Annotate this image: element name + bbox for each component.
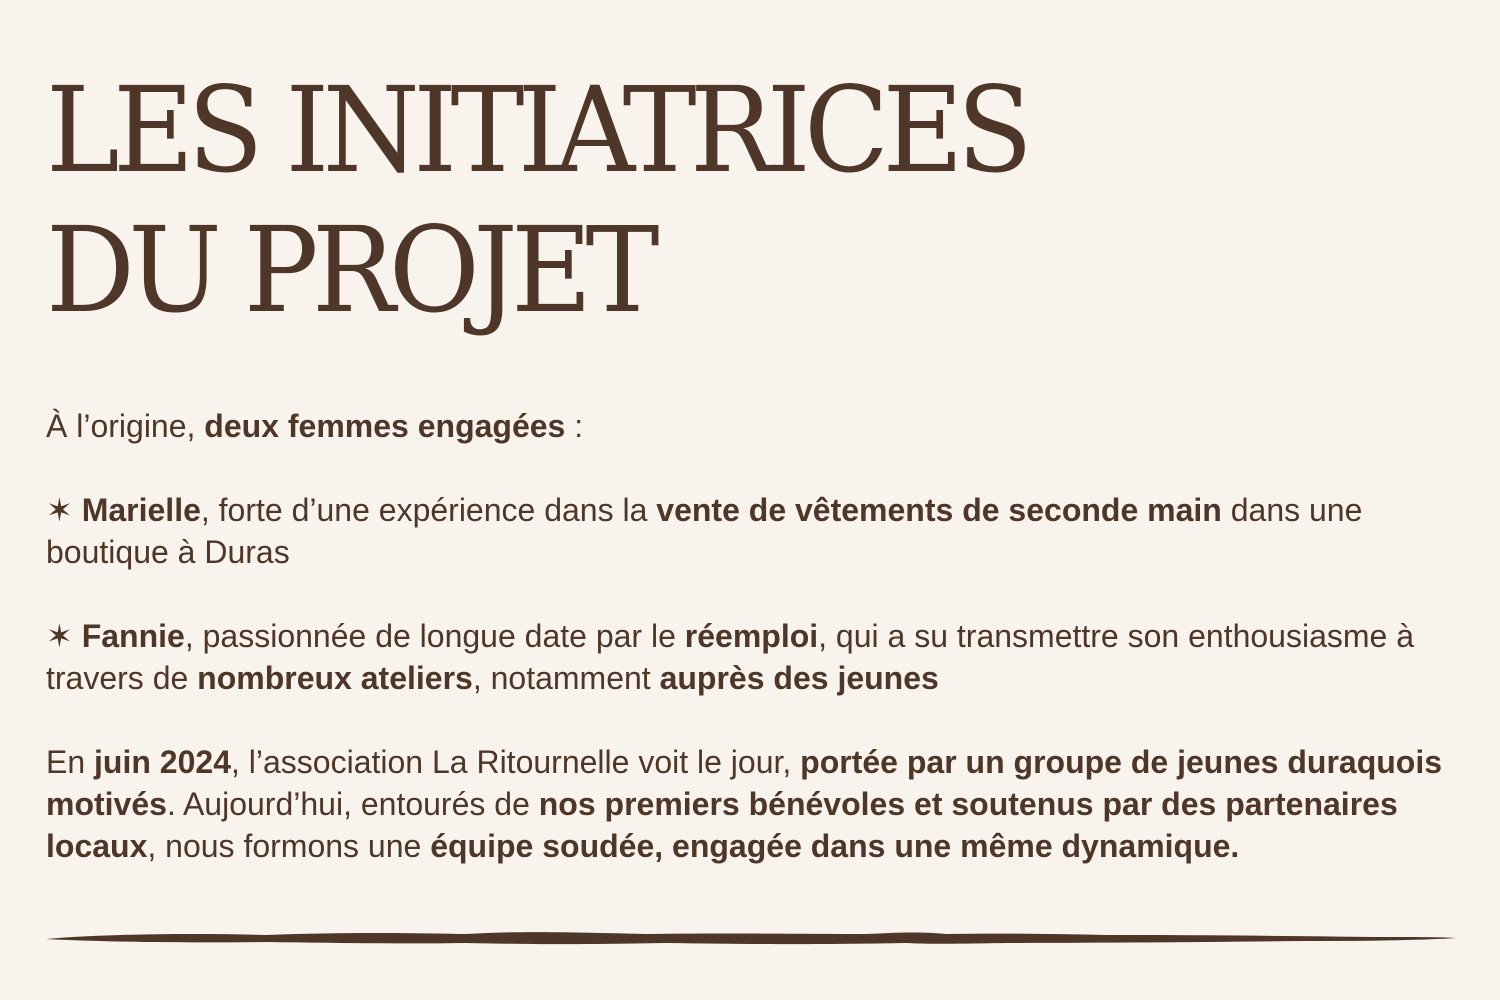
history-date: juin 2024	[94, 744, 231, 780]
fannie-paragraph	[46, 615, 1466, 699]
history-highlight-benevoles: nos premiers bénévoles et soutenus par des partenaires locaux	[46, 786, 1398, 864]
intro-highlight: deux femmes engagées	[204, 408, 566, 444]
body-text	[46, 405, 1466, 867]
fannie-text: , passionnée de longue date par le	[184, 618, 685, 654]
history-text-association: , l’association La Ritournelle voit le jour,	[230, 744, 801, 780]
intro-colon: :	[565, 408, 584, 444]
history-text-aujourdhui: . Aujourd’hui, entourés de	[166, 786, 539, 822]
marielle-highlight: vente de vêtements de seconde main	[656, 492, 1222, 528]
marielle-text: , forte d’une expérience dans la	[200, 492, 657, 528]
history-highlight-equipe: équipe soudée, engagée dans une même dynamique.	[430, 828, 1240, 864]
fannie-text-notamment: , notamment	[472, 660, 660, 696]
fannie-highlight-reemploi: réemploi	[684, 618, 819, 654]
page-title: LES INITIATRICES DU PROJET	[46, 61, 1027, 339]
intro-text: À l’origine,	[46, 408, 205, 444]
fannie-highlight-ateliers: nombreux ateliers	[197, 660, 473, 696]
marielle-name: Marielle	[81, 492, 201, 528]
marielle-paragraph	[46, 489, 1466, 573]
fannie-name: Fannie	[81, 618, 185, 654]
star-icon: ✶	[46, 618, 82, 654]
fannie-highlight-jeunes: auprès des jeunes	[659, 660, 939, 696]
history-text: En	[46, 744, 95, 780]
brush-divider	[46, 928, 1456, 950]
star-icon: ✶	[46, 492, 82, 528]
marielle-text-end: dans une boutique à Duras	[46, 492, 1363, 570]
history-text-formons: , nous formons une	[147, 828, 431, 864]
intro-paragraph	[46, 405, 1466, 447]
history-paragraph	[46, 741, 1466, 867]
slide	[46, 60, 1466, 867]
history-highlight-groupe: portée par un groupe de jeunes duraquois motivés	[46, 744, 1443, 822]
fannie-text-middle: , qui a su transmettre son enthousiasme à travers de	[46, 618, 1415, 696]
